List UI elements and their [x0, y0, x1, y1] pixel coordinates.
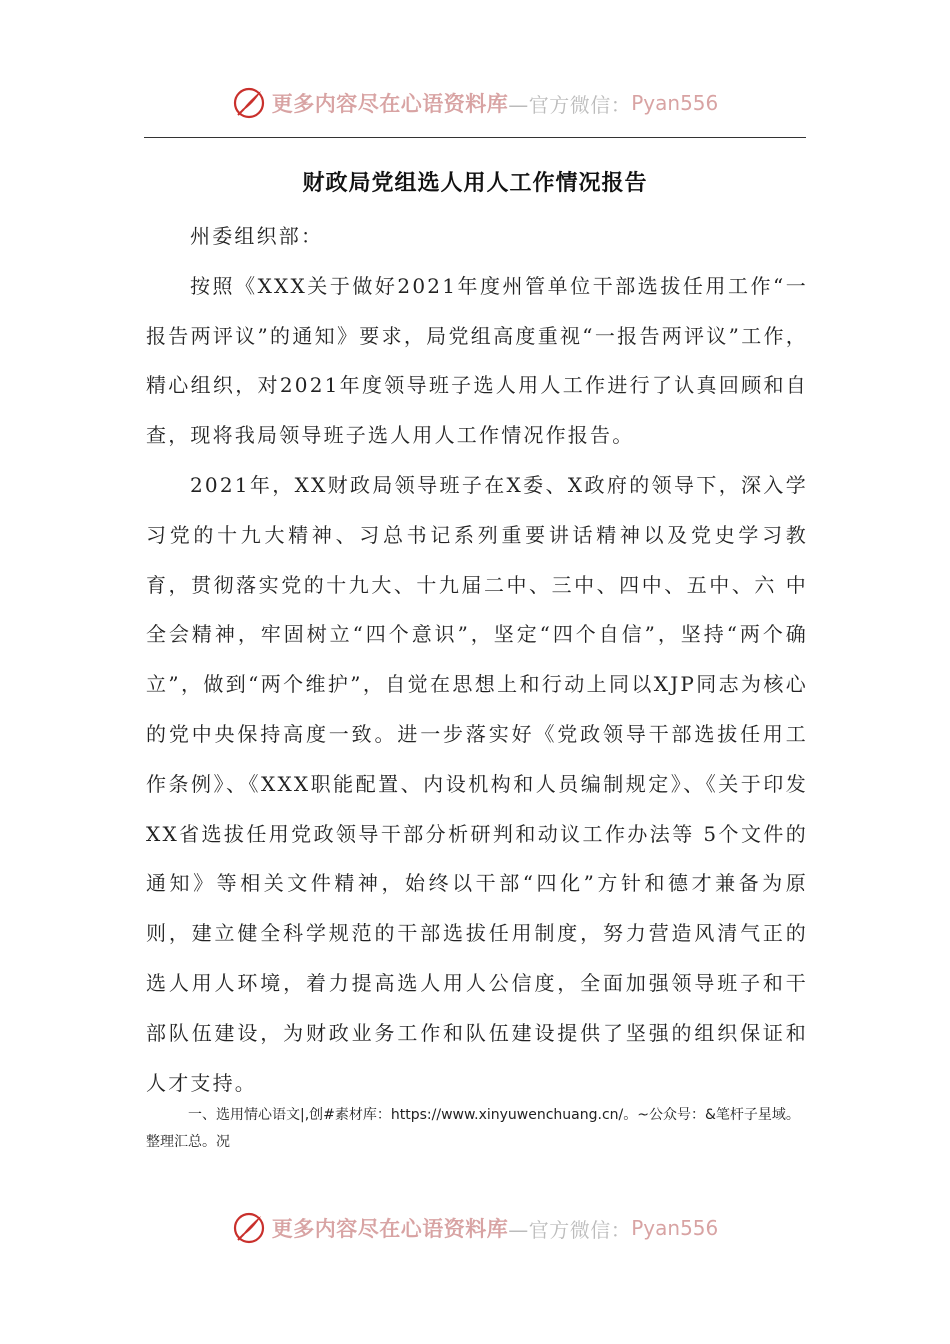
note-text: 一、选用情心语文|,创#素材库：https://www.xinyuwenchuang.cn/。~公众号：&笔杆子星域。整理汇总。况: [146, 1107, 800, 1150]
banner-sub-text: —官方微信：: [508, 1217, 632, 1242]
quill-pen-logo-icon: [232, 86, 266, 120]
document-title: 财政局党组选人用人工作情况报告: [302, 170, 648, 196]
header-divider: [144, 137, 806, 138]
banner-wechat-id: Pyan556: [631, 1216, 719, 1240]
paragraph-1: 按照《XXX关于做好2021年度州管单位干部选拔任用工作“一报告两评议”的通知》要求，局党组高度重视“一报告两评议”工作，精心组织，对2021年度领导班子选人用人工作进行了认真回顾和自查，现将我局领导班子选人用人工作情况作报告。: [146, 273, 808, 448]
footer-banner: [0, 1208, 950, 1248]
quill-pen-logo-icon: [232, 1211, 266, 1245]
salutation: 州委组织部：: [190, 224, 324, 248]
header-banner: [0, 83, 950, 123]
banner-main-text: 更多内容尽在心语资料库: [271, 1217, 509, 1241]
banner-main-text: 更多内容尽在心语资料库: [271, 92, 509, 116]
document-note: [146, 1102, 806, 1156]
document-body: [146, 212, 808, 1108]
banner-wechat-id: Pyan556: [631, 91, 719, 115]
banner-sub-text: —官方微信：: [508, 92, 632, 117]
paragraph-2: 2021年，XX财政局领导班子在X委、X政府的领导下，深入学习党的十九大精神、习总书记系列重要讲话精神以及党史学习教育，贯彻落实党的十九大、十九届二中、三中、四中、五中、六 中全会精神，牢固树立“四个意识”，坚定“四个自信”，坚持“两个确立”，做到“两个维护”，自觉在思想上和行动上同以XJP同志为核心的党中央保持高度一致。进一步落实好《党政领导干部选拔任用工作条例》、《XXX职能配置、内设机构和人员编制规定》、《关于印发XX省选拔任用党政领导干部分析研判和动议工作办法等 5个文件的通知》等相关文件精神，始终以干部“四化”方针和德才兼备为原则，建立健全科学规范的干部选拔任用制度，努力营造风清气正的选人用人环境，着力提高选人用人公信度，全面加强领导班子和干部队伍建设，为财政业务工作和队伍建设提供了坚强的组织保证和人才支持。: [146, 472, 808, 1095]
